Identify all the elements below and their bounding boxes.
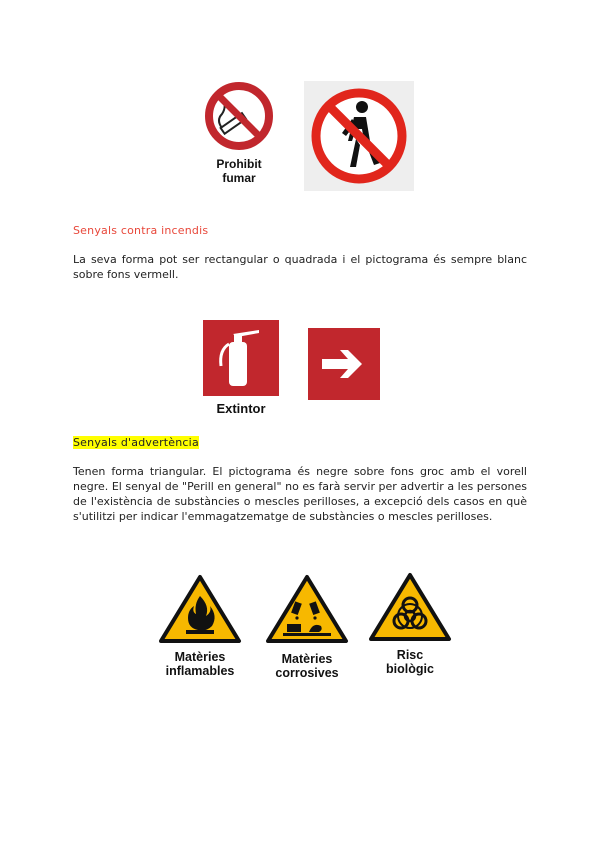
biohazard-sign xyxy=(368,572,452,677)
extinguisher-label: Extintor xyxy=(216,401,266,416)
fire-signs-paragraph: La seva forma pot ser rectangular o quadrada i el pictograma és sempre blanc sobre fons vermell. xyxy=(73,253,527,281)
no-pedestrians-icon xyxy=(304,81,414,191)
extinguisher-sign xyxy=(203,320,279,418)
no-smoking-sign xyxy=(200,80,278,190)
fire-extinguisher-icon xyxy=(203,320,279,396)
no-smoking-label-1: Prohibit xyxy=(216,157,262,171)
corrosive-sign xyxy=(265,574,349,681)
direction-sign xyxy=(308,328,380,400)
warning-signs-paragraph: Tenen forma triangular. El pictograma és negre sobre fons groc amb el vorell negre. El senyal de "Perill en general" no es farà servir per advertir a les persones de l'existència de substàncies o mescles perilloses, a excepció dels casos en què s'utilitzi per indicar l'emmagatzematge de substàncies o mescles perilloses. xyxy=(73,465,527,523)
warning-signs-heading-text: Senyals d'advertència xyxy=(73,436,199,449)
corrosive-icon xyxy=(265,574,349,644)
biohazard-icon xyxy=(368,572,452,642)
no-smoking-icon xyxy=(200,80,278,152)
biohazard-label-2: biològic xyxy=(386,662,434,677)
flammable-label-1: Matèries xyxy=(174,650,226,664)
corrosive-label-1: Matèries xyxy=(281,652,333,666)
flammable-label-2: inflamables xyxy=(165,664,235,679)
no-pedestrians-sign xyxy=(304,81,414,191)
arrow-right-icon xyxy=(308,328,380,400)
biohazard-label-1: Risc xyxy=(396,648,424,662)
flammable-icon xyxy=(158,574,242,644)
no-smoking-label-2: fumar xyxy=(222,170,256,185)
fire-signs-heading: Senyals contra incendis xyxy=(73,224,209,237)
flammable-sign xyxy=(158,574,242,679)
corrosive-label-2: corrosives xyxy=(275,666,339,681)
warning-signs-heading xyxy=(73,436,199,449)
